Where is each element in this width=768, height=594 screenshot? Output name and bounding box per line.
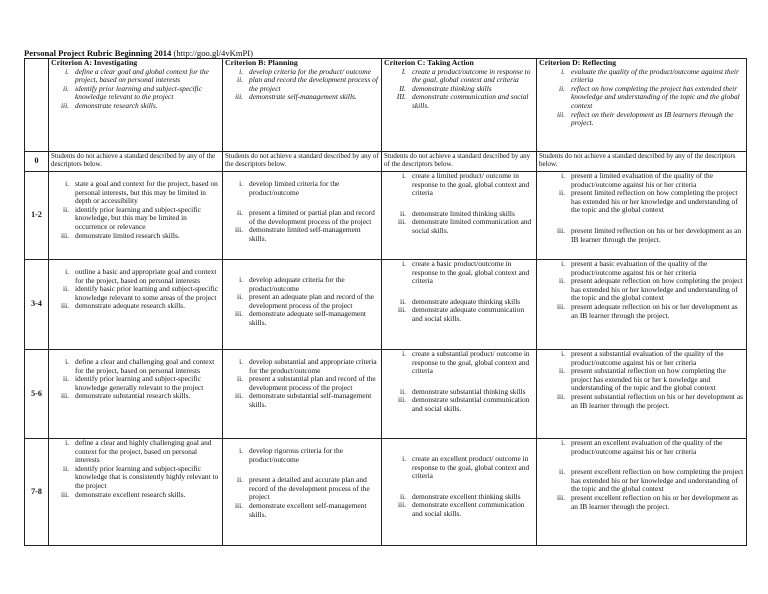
criterion-item: iii. demonstrate research skills. <box>60 100 158 110</box>
level-row-1-2 <box>25 172 747 260</box>
descriptor-cell: Students do not achieve a standard described by any of the descriptors below. <box>382 152 537 172</box>
descriptor-item: ii. identify prior learning and subject-specific knowledge, but this may be limited in occurrence or relevance <box>63 204 202 231</box>
descriptor-cell <box>223 350 382 439</box>
criterion-item: ii. identify prior learning and subject-specific knowledge relevant to the project <box>63 83 202 102</box>
criterion-c-header <box>382 59 537 152</box>
descriptor-cell <box>223 172 382 260</box>
descriptor-cell <box>49 439 223 546</box>
descriptor-item: i. define a clear and challenging goal and context for the project, based on personal interests <box>65 357 215 375</box>
criterion-item: ii. reflect on how completing the project has extended their knowledge and understanding of the topic and the global context <box>559 83 740 110</box>
criterion-title: Criterion B: Planning <box>225 58 298 67</box>
level-row-5-6 <box>25 350 747 439</box>
descriptor-item: iii. demonstrate excellent self-management skills. <box>234 500 367 519</box>
descriptor-cell <box>537 439 747 546</box>
criteria-header-row <box>25 59 747 152</box>
descriptor-cell <box>537 350 747 439</box>
descriptor-item: ii. present adequate reflection on how completing the project has extended his or her knowledge and understanding of the topic and the global context <box>559 276 743 303</box>
rubric-table <box>24 58 747 546</box>
descriptor-cell <box>537 260 747 350</box>
descriptor-item: ii. demonstrate excellent thinking skills <box>400 491 521 501</box>
descriptor-item: iii. present excellent reflection on his or her development as an IB learner through the project. <box>556 492 739 511</box>
descriptor-cell <box>223 260 382 350</box>
descriptor-item: iii. present limited reflection on his or her development as an IB learner through the project. <box>556 225 742 244</box>
descriptor-cell <box>49 172 223 260</box>
criterion-item: i. define a clear goal and global context for the project, based on personal interests <box>65 66 209 85</box>
criterion-item: i. evaluate the quality of the product/outcome against their criteria <box>561 66 739 85</box>
document-title <box>24 48 746 58</box>
level-label: 3-4 <box>25 260 49 350</box>
descriptor-item: ii. present excellent reflection on how completing the project has extended his or her knowledge and understanding of the topic and the global context <box>559 467 744 494</box>
criterion-item: iii. demonstrate self-management skills. <box>234 92 357 102</box>
descriptor-item: ii. identify prior learning and subject-specific knowledge generally relevant to the project <box>63 374 204 392</box>
level-label: 1-2 <box>25 172 49 260</box>
level-label: 7-8 <box>25 439 49 546</box>
descriptor-item: ii. demonstrate limited thinking skills <box>400 208 515 218</box>
criterion-a-header <box>49 59 223 152</box>
descriptor-item: iii. demonstrate adequate self-management skills. <box>234 309 366 327</box>
descriptor-item: ii. present limited reflection on how completing the project has extended his or her knowledge and understanding of the topic and the global context <box>559 188 738 215</box>
title-url: (http://goo.gl/4vKmPI) <box>173 48 254 58</box>
descriptor-cell <box>382 350 537 439</box>
title-main: Personal Project Rubric Beginning 2014 <box>24 48 172 58</box>
descriptor-item: i. define a clear and highly challenging goal and context for the project, based on personal interests <box>65 438 212 465</box>
criterion-item: III. demonstrate communication and social skills. <box>396 92 529 110</box>
descriptor-item: i. create an excellent product/ outcome in response to the goal, global context and criteria <box>402 454 530 481</box>
criterion-title: Criterion A: Investigating <box>51 58 138 67</box>
descriptor-item: i. state a goal and context for the project, based on personal interests, but this may be limited in depth or accessibility <box>65 179 218 206</box>
descriptor-item: i. present a basic evaluation of the quality of the product/outcome against his or her criteria <box>561 259 708 277</box>
criterion-d-header <box>537 59 747 152</box>
criterion-item: I. create a product/outcome in response to the goal, global context and criteria <box>401 66 531 85</box>
descriptor-item: iii. demonstrate adequate communication and social skills. <box>397 305 525 323</box>
descriptor-item: iii. demonstrate adequate research skills. <box>60 301 185 311</box>
descriptor-item: iii. demonstrate limited communication and social skills. <box>397 217 532 235</box>
descriptor-cell <box>382 260 537 350</box>
descriptor-item: i. present a substantial evaluation of the quality of the product/outcome against his or her criteria <box>561 349 724 367</box>
header-blank-cell <box>25 59 49 152</box>
descriptor-cell: Students do not achieve a standard described by any of the descriptors below. <box>49 152 223 172</box>
descriptor-item: ii. present a substantial plan and record of the development process of the project <box>237 374 376 392</box>
criterion-title: Criterion C: Taking Action <box>384 58 474 67</box>
criterion-item: ii. plan and record the development process of the project <box>237 75 378 93</box>
descriptor-item: ii. demonstrate adequate thinking skills <box>400 296 521 306</box>
descriptor-item: i. develop rigorous criteria for the product/outcome <box>239 446 343 464</box>
criterion-item: II. demonstrate thinking skills <box>399 83 492 93</box>
descriptor-item: iii. demonstrate substantial communication and social skills. <box>397 395 530 413</box>
descriptor-item: i. create a substantial product/ outcome in response to the goal, global context and criteria <box>402 349 530 376</box>
descriptor-item: i. develop limited criteria for the product/outcome <box>239 179 340 197</box>
descriptor-item: ii. present a detailed and accurate plan and record of the development process of the project <box>237 475 370 502</box>
descriptor-item: iii. demonstrate excellent research skills. <box>60 489 186 499</box>
descriptor-item: iii. demonstrate limited research skills. <box>60 230 180 240</box>
descriptor-cell <box>49 350 223 439</box>
descriptor-item: i. outline a basic and appropriate goal and context for the project, based on personal interests <box>65 267 217 285</box>
level-row-0 <box>25 152 747 172</box>
descriptor-cell <box>223 439 382 546</box>
descriptor-item: iii. present substantial reflection on his or her development as an IB learner through the project. <box>556 391 743 410</box>
level-label: 5-6 <box>25 350 49 439</box>
descriptor-item: ii. present an adequate plan and record of the development process of the project <box>237 292 374 310</box>
level-row-3-4 <box>25 260 747 350</box>
descriptor-item: iii. present adequate reflection on his or her development as an IB learner through the project. <box>556 301 738 320</box>
descriptor-cell <box>537 172 747 260</box>
descriptor-item: i. develop substantial and appropriate criteria for the product/outcome <box>239 357 377 375</box>
descriptor-cell: Students do not achieve a standard described by any of the descriptors below. <box>537 152 747 172</box>
level-row-7-8 <box>25 439 747 546</box>
descriptor-item: ii. identify prior learning and subject-specific knowledge that is consistently highly relevant to the project <box>63 463 219 490</box>
descriptor-item: ii. present a limited or partial plan and record of the development process of the project <box>237 208 375 226</box>
level-label: 0 <box>25 152 49 172</box>
descriptor-item: iii. demonstrate substantial self-management skills. <box>234 391 372 409</box>
criterion-title: Criterion D: Reflecting <box>539 58 617 67</box>
descriptor-item: ii. demonstrate substantial thinking skills <box>400 386 526 396</box>
descriptor-cell <box>382 439 537 546</box>
descriptor-item: i. develop adequate criteria for the product/outcome <box>239 275 345 293</box>
descriptor-item: ii. present substantial reflection on how completing the project has extended his or her k nowledge and understanding of the topic and the global context <box>559 366 726 393</box>
criterion-item: iii. reflect on their development as IB learners through the project. <box>556 109 734 128</box>
descriptor-item: iii. demonstrate limited self-management skills. <box>234 225 361 243</box>
descriptor-item: i. create a basic product/outcome in response to the goal, global context and criteria <box>402 259 530 286</box>
rubric-page <box>24 48 746 546</box>
descriptor-cell <box>49 260 223 350</box>
descriptor-item: i. present a limited evaluation of the quality of the product/outcome against his or her criteria <box>561 171 714 189</box>
criterion-b-header <box>223 59 382 152</box>
descriptor-item: i. present an excellent evaluation of the quality of the product/outcome against his or her criteria <box>561 438 723 456</box>
criterion-item: i. develop criteria for the product/ outcome <box>239 66 371 76</box>
descriptor-item: iii. demonstrate excellent communication and social skills. <box>397 500 525 518</box>
descriptor-item: i. create a limited product/ outcome in response to the goal, global context and criteria <box>402 171 530 198</box>
descriptor-item: iii. demonstrate substantial research skills. <box>60 391 191 401</box>
descriptor-cell: Students do not achieve a standard described by any of the descriptors below. <box>223 152 382 172</box>
descriptor-cell <box>382 172 537 260</box>
descriptor-item: ii. identify basic prior learning and subject-specific knowledge relevant to some areas of the project <box>63 284 219 302</box>
